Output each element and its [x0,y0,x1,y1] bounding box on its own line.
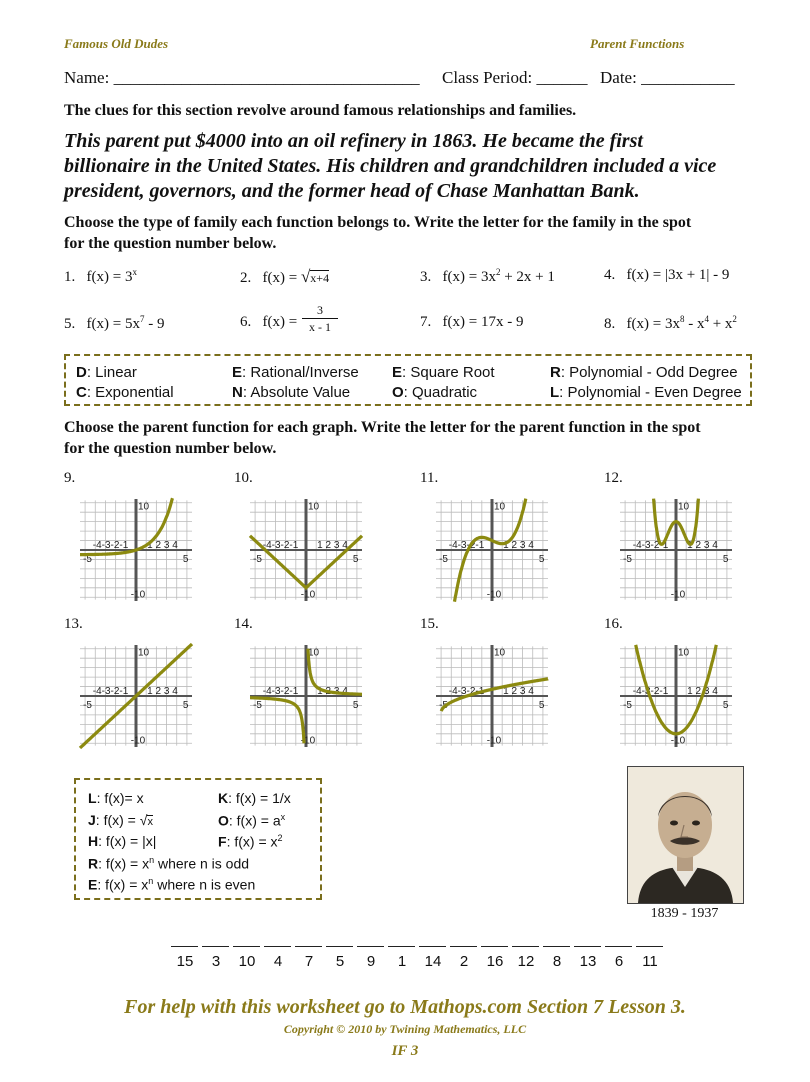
axis-label-left: -5 [623,554,632,565]
legend-letter: R [550,364,561,381]
legend-text: : Square Root [402,364,495,381]
axis-label-bottom: -10 [486,735,502,747]
radical-icon: √ [300,267,311,286]
function-text: f(x) = 3x [442,269,496,285]
legend-quadratic [392,384,477,401]
intro-text: The clues for this section revolve around famous relationships and families. [64,102,577,119]
graph-number: 14. [234,616,253,632]
function-7 [420,314,523,331]
class-period-field[interactable]: Class Period: ______ [442,68,588,87]
axis-label-left: -5 [439,554,448,565]
tick-labels-positive: 1 2 3 4 [687,540,718,551]
portrait-illustration [628,767,743,903]
exponent: 8 [679,314,685,324]
answer-number: 4 [273,953,283,970]
answer-number: 2 [459,953,469,970]
parent-even-power [88,876,255,893]
legend-text: : f(x) = x [226,833,278,850]
axis-label-bottom: -10 [130,589,146,601]
function-text: f(x) = 17x - 9 [442,314,524,330]
parent-sqrt [88,812,153,828]
legend-letter: E [392,364,403,381]
answer-number: 9 [366,953,376,970]
radicand: x [147,816,153,828]
answer-number: 7 [304,953,314,970]
function-text: f(x) = 5x [86,316,140,332]
axis-label-top: 10 [678,647,690,659]
answer-number: 10 [238,953,256,970]
axis-label-right: 5 [352,700,359,711]
axis-label-left: -5 [83,700,92,711]
legend-letter: L [550,384,560,401]
graph-number: 11. [420,470,439,486]
legend-text: : Linear [86,364,137,381]
tick-labels-positive: 1 2 3 4 [317,540,348,551]
function-3 [420,267,555,286]
tick-labels-positive: 1 2 3 4 [687,686,718,697]
axis-label-top: 10 [138,647,150,659]
answer-blank[interactable] [605,946,632,947]
function-2 [240,267,329,287]
clue-text [64,129,716,204]
tick-labels-negative: -4-3-2-1 [632,686,669,697]
function-text: + x [708,316,733,332]
graph-number: 10. [234,470,253,486]
tick-labels-negative: -4-3-2-1 [262,540,299,551]
tick-labels-negative: -4-3-2-1 [448,686,485,697]
graph-exp [76,494,196,606]
legend-letter: L [88,790,97,806]
axis-label-left: -5 [253,554,262,565]
axis-label-bottom: -10 [486,589,502,601]
graph-number: 13. [64,616,83,632]
graph-sqrt [432,640,552,752]
tick-labels-positive: 1 2 3 4 [317,686,348,697]
tick-labels-negative: -4-3-2-1 [448,540,485,551]
parent-quadratic [218,833,283,850]
fraction [302,302,338,335]
axis-label-bottom: -10 [670,735,686,747]
instruction-line: Choose the type of family each function belongs to. Write the letter for the family in the spot [64,214,692,231]
header-left: Famous Old Dudes [64,36,169,51]
answer-number: 16 [486,953,504,970]
answer-blank[interactable] [295,946,322,947]
portrait-caption: 1839 - 1937 [650,906,719,921]
function-number: 4. [604,267,616,283]
legend-letter: D [76,364,87,381]
answer-blank[interactable] [574,946,601,947]
radical-icon: √ [139,812,148,828]
answer-number: 13 [579,953,597,970]
legend-letter: O [218,812,229,829]
legend-letter: K [218,790,229,806]
legend-square-root [392,364,495,381]
exponent: 2 [277,833,283,843]
instruction-line: for the question number below. [64,440,277,457]
function-text: f(x) = [262,270,301,286]
axis-label-bottom: -10 [130,735,146,747]
axis-label-right: 5 [352,554,359,565]
parent-odd-power [88,855,249,872]
name-field[interactable]: Name: ____________________________________ [64,68,420,87]
function-number: 8. [604,316,616,332]
answer-number: 6 [614,953,624,970]
axis-label-left: -5 [623,700,632,711]
clue-line: billionaire in the United States. His children and grandchildren included a vice [64,155,717,177]
legend-letter: E [88,876,98,893]
legend-letter: R [88,855,99,872]
axis-label-right: 5 [722,700,729,711]
function-number: 7. [420,314,432,330]
legend-letter: E [232,364,243,381]
instructions-2 [64,417,701,459]
legend-text: : f(x) = [95,812,140,828]
legend-absolute [232,384,350,401]
answer-blank[interactable] [357,946,384,947]
answer-number: 15 [176,953,194,970]
function-text: f(x) = 3x [626,316,680,332]
page-code: IF 3 [391,1043,419,1059]
answer-number: 12 [517,953,535,970]
parent-legend [74,778,322,900]
numerator: 3 [317,303,323,317]
instruction-line: for the question number below. [64,235,277,252]
function-text: f(x) = [262,314,298,330]
function-number: 6. [240,314,252,330]
tick-labels-negative: -4-3-2-1 [92,540,129,551]
legend-rational [232,364,359,381]
legend-text: : Polynomial - Even Degree [559,384,742,401]
axis-label-left: -5 [439,700,448,711]
answer-number: 1 [397,953,407,970]
exponent: n [149,855,155,865]
answer-number: 11 [642,953,658,970]
graph-number: 9. [64,470,76,486]
legend-text: : f(x) = |x| [98,833,157,849]
axis-label-bottom: -10 [670,589,686,601]
answer-blank[interactable] [543,946,570,947]
graph-number: 12. [604,470,623,486]
legend-text: : f(x)= x [96,790,144,806]
date-field[interactable]: Date: ___________ [600,68,735,87]
clue-line: This parent put $4000 into an oil refinery in 1863. He became the first [64,130,643,152]
axis-label-top: 10 [308,501,320,513]
answer-blank[interactable] [481,946,508,947]
function-number: 3. [420,269,432,285]
graph-linear [76,640,196,752]
graph-quartic [616,494,736,606]
graph-number: 15. [420,616,439,632]
instruction-line: Choose the parent function for each graph. Write the letter for the parent function in the spot [64,419,701,436]
exponent: 2 [495,267,501,277]
function-6 [240,314,297,331]
legend-even-poly [550,384,742,401]
tick-labels-positive: 1 2 3 4 [503,540,534,551]
tick-labels-positive: 1 2 3 4 [503,686,534,697]
answer-blank[interactable] [450,946,477,947]
legend-letter: H [88,833,99,849]
legend-letter: N [232,384,243,401]
parent-linear [88,790,144,806]
legend-text: : Absolute Value [242,384,351,401]
function-text: - x [684,316,705,332]
radicand: x+4 [310,271,330,285]
graph-quad [616,640,736,752]
legend-text: where n is odd [154,855,250,872]
axis-label-top: 10 [494,647,506,659]
legend-letter: F [218,833,227,850]
exponent: x [280,812,286,822]
graph-abs [246,494,366,606]
function-text: - 9 [144,316,165,332]
tick-labels-negative: -4-3-2-1 [632,540,669,551]
denominator: x - 1 [302,318,338,335]
function-text: + 2x + 1 [500,269,555,285]
exponent: n [148,876,154,886]
answer-blank[interactable] [202,946,229,947]
legend-letter: O [392,384,404,401]
instructions-1 [64,212,691,254]
axis-label-right: 5 [182,700,189,711]
graph-number: 16. [604,616,623,632]
portrait-photo [627,766,744,904]
answer-blank[interactable] [636,946,663,947]
axis-label-top: 10 [138,501,150,513]
tick-labels-negative: -4-3-2-1 [262,686,299,697]
function-8 [604,314,737,333]
graph-cubic [432,494,552,606]
function-1 [64,267,137,286]
legend-letter: C [76,384,87,401]
function-number: 5. [64,316,76,332]
answer-blank[interactable] [388,946,415,947]
legend-text: : f(x) = a [228,812,281,829]
exponent: 4 [704,314,709,324]
axis-label-top: 10 [494,501,506,513]
answer-blank[interactable] [233,946,260,947]
axis-label-bottom: -10 [300,735,316,747]
copyright: Copyright © 2010 by Twining Mathematics, LLC [283,1022,527,1036]
axis-label-right: 5 [722,554,729,565]
clue-line: president, governors, and the former head of Chase Manhattan Bank. [64,180,640,202]
function-text: f(x) = 3 [86,269,133,285]
axis-label-right: 5 [538,554,545,565]
parent-exponential [218,812,285,829]
answer-number: 3 [211,953,221,970]
legend-text: where n is even [153,876,256,893]
axis-label-left: -5 [253,700,262,711]
exponent: 7 [139,314,145,324]
function-5 [64,314,164,333]
legend-odd-poly [550,364,738,381]
answer-number: 8 [552,953,562,970]
legend-text: : Polynomial - Odd Degree [560,364,738,381]
axis-label-bottom: -10 [300,589,316,601]
legend-text: : Quadratic [403,384,478,401]
answer-blank[interactable] [326,946,353,947]
parent-absolute [88,833,156,849]
axis-label-left: -5 [83,554,92,565]
legend-text: : Exponential [86,384,174,401]
legend-linear [76,364,137,381]
axis-label-top: 10 [678,501,690,513]
family-legend [64,354,752,406]
help-footer: For help with this worksheet go to Mathops.com Section 7 Lesson 3. [124,996,686,1018]
tick-labels-negative: -4-3-2-1 [92,686,129,697]
function-number: 2. [240,270,252,286]
exponent: 2 [732,314,737,324]
axis-label-top: 10 [308,647,320,659]
legend-text: : f(x) = x [98,855,150,872]
answer-blank[interactable] [264,946,291,947]
axis-label-right: 5 [182,554,189,565]
answer-number: 5 [335,953,345,970]
answer-blank[interactable] [171,946,198,947]
function-number: 1. [64,269,76,285]
graph-recip [246,640,366,752]
header-right: Parent Functions [590,36,685,51]
tick-labels-positive: 1 2 3 4 [147,686,178,697]
legend-letter: J [88,812,96,828]
answer-blank[interactable] [419,946,446,947]
function-4 [604,267,729,284]
legend-text: : Rational/Inverse [242,364,359,381]
legend-exponential [76,384,174,401]
answer-blank[interactable] [512,946,539,947]
function-text: f(x) = |3x + 1| - 9 [626,267,730,283]
legend-text: : f(x) = x [97,876,149,893]
exponent: x [132,267,137,277]
parent-reciprocal [218,790,291,806]
tick-labels-positive: 1 2 3 4 [147,540,178,551]
axis-label-right: 5 [538,700,545,711]
answer-number: 14 [424,953,442,970]
legend-text: : f(x) = 1/x [228,790,291,806]
